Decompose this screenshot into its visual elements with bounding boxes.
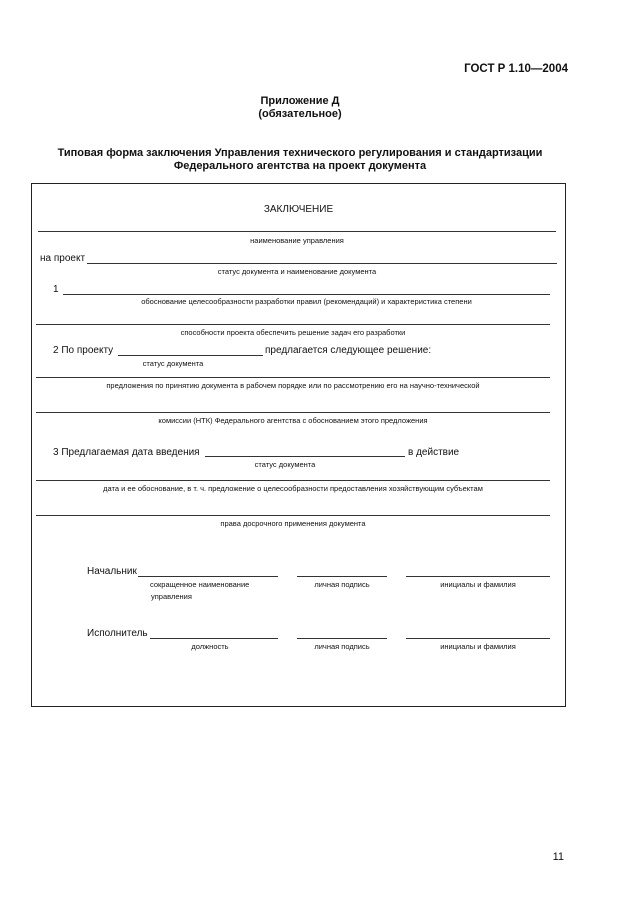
item3-field-2[interactable] (36, 515, 550, 516)
dept-field[interactable] (38, 231, 556, 232)
item2-suffix: предлагается следующее решение: (265, 345, 432, 356)
item3-caption: дата и ее обоснование, в т. ч. предложение о целесообразности предоставления хозяйствующим субъектам (103, 484, 483, 493)
item2-field-2[interactable] (36, 412, 550, 413)
item1-caption: обоснование целесообразности разработки правил (рекомендаций) и характеристика степени (141, 297, 472, 306)
project-prefix: на проект (40, 253, 86, 264)
form-heading: ЗАКЛЮЧЕНИЕ (263, 204, 334, 215)
form-title-line1: Типовая форма заключения Управления технического регулирования и стандартизации (57, 147, 543, 159)
item3-status-caption: статус документа (254, 460, 316, 469)
item2-field[interactable] (36, 377, 550, 378)
form-title-line2: Федерального агентства на проект документа (173, 160, 427, 172)
item1-number: 1 (53, 284, 59, 295)
executor-position-caption: должность (191, 642, 229, 651)
executor-name-caption: инициалы и фамилия (440, 642, 516, 651)
chief-signature-caption: личная подпись (314, 580, 370, 589)
chief-name-field[interactable] (406, 576, 550, 577)
project-field[interactable] (87, 263, 557, 264)
chief-dept-field[interactable] (138, 576, 278, 577)
item3-date-field[interactable] (205, 456, 405, 457)
appendix-status: (обязательное) (258, 108, 342, 120)
chief-signature-field[interactable] (297, 576, 387, 577)
chief-name-caption: инициалы и фамилия (440, 580, 516, 589)
executor-signature-field[interactable] (297, 638, 387, 639)
executor-position-field[interactable] (150, 638, 278, 639)
item2-caption: предложения по принятию документа в рабочем порядке или по рассмотрению его на научно-технической (106, 381, 480, 390)
item2-prefix: 2 По проекту (53, 345, 114, 356)
chief-caption-1: сокращенное наименование (150, 580, 250, 589)
chief-caption-2: управления (151, 592, 192, 601)
item1-caption-2: способности проекта обеспечить решение задач его разработки (180, 328, 406, 337)
project-caption: статус документа и наименование документа (217, 267, 377, 276)
executor-label: Исполнитель (87, 628, 148, 639)
executor-signature-caption: личная подпись (314, 642, 370, 651)
appendix-title: Приложение Д (260, 95, 340, 107)
item3-suffix: в действие (408, 447, 460, 458)
item1-field-2[interactable] (36, 324, 550, 325)
item2-status-caption: статус документа (142, 359, 204, 368)
dept-caption: наименование управления (250, 236, 344, 245)
item1-field[interactable] (63, 294, 550, 295)
chief-label: Начальник (87, 566, 137, 577)
item2-caption-2: комиссии (НТК) Федерального агентства с обоснованием этого предложения (158, 416, 428, 425)
item3-field[interactable] (36, 480, 550, 481)
executor-name-field[interactable] (406, 638, 550, 639)
page-number: 11 (552, 851, 564, 863)
item3-caption-2: права досрочного применения документа (220, 519, 366, 528)
item2-status-field[interactable] (118, 355, 263, 356)
standard-number: ГОСТ Р 1.10—2004 (464, 63, 568, 75)
item3-prefix: 3 Предлагаемая дата введения (53, 447, 200, 458)
